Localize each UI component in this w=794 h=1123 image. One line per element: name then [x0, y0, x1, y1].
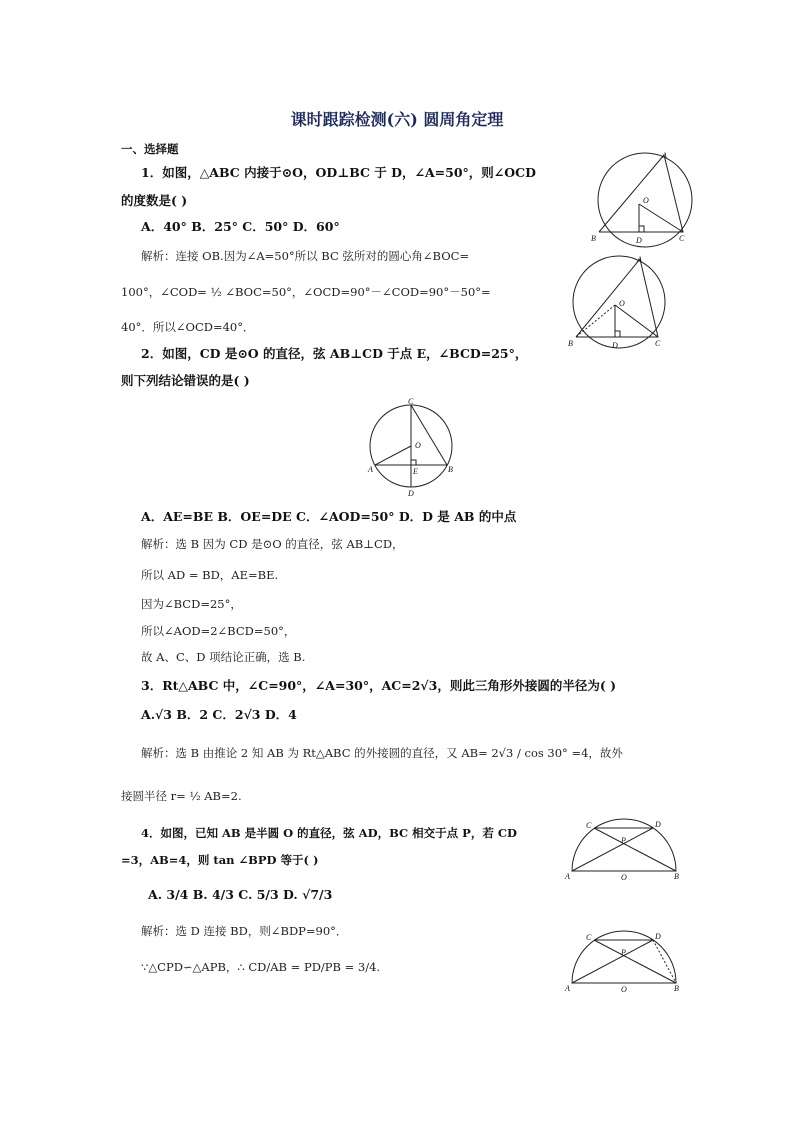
label-c: C	[408, 397, 414, 406]
q2-stem-line1: 2．如图，CD 是⊙O 的直径，弦 AB⊥CD 于点 E，∠BCD=25°，	[141, 346, 528, 361]
label-e: E	[413, 467, 418, 476]
q4-stem-line2: =3，AB=4，则 tan ∠BPD 等于( )	[121, 853, 319, 867]
right-angle-mark	[639, 226, 644, 232]
label-a: A	[662, 151, 667, 160]
q2-solution-line4: 所以∠AOD=2∠BCD=50°，	[141, 624, 296, 638]
chord-bc	[594, 940, 676, 983]
figure-q2-circle	[364, 396, 464, 500]
q1-solution-line3: 40°．所以∠OCD=40°．	[121, 320, 255, 334]
label-d: D	[655, 932, 661, 941]
label-p: P	[621, 948, 626, 957]
label-b: B	[674, 984, 679, 993]
label-o: O	[415, 441, 421, 450]
figure-q4-solution	[562, 928, 686, 996]
label-a: A	[565, 872, 570, 881]
page-title: 课时跟踪检测(六) 圆周角定理	[290, 110, 504, 129]
right-angle-mark	[615, 331, 620, 337]
triangle-abc	[576, 259, 658, 337]
label-c: C	[655, 339, 661, 348]
right-angle-mark	[411, 460, 416, 465]
q1-solution-line2: 100°，∠COD= ½ ∠BOC=50°，∠OCD=90°－∠COD=90°－50°=	[121, 285, 491, 299]
q2-solution-line2: 所以 AD = BD，AE=BE.	[141, 568, 279, 582]
segment-ao	[375, 446, 411, 465]
q4-solution-line2: ∵△CPD∽△APB，∴ CD/AB = PD/PB = 3/4.	[141, 960, 381, 974]
q3-options: A.√3 B．2 C．2√3 D．4	[141, 707, 297, 722]
label-b: B	[448, 465, 453, 474]
q2-solution-line3: 因为∠BCD=25°，	[141, 597, 242, 611]
q3-solution-line2: 接圆半径 r= ½ AB=2.	[121, 789, 242, 803]
label-b: B	[674, 872, 679, 881]
label-c: C	[586, 821, 592, 830]
label-b: B	[591, 234, 596, 243]
label-a: A	[637, 255, 642, 264]
q2-solution-line5: 故 A、C、D 项结论正确，选 B.	[141, 650, 306, 664]
q4-options: A. 3/4 B. 4/3 C. 5/3 D. √7/3	[148, 887, 333, 902]
figure-q4-semicircle	[562, 816, 686, 884]
segment-oc	[639, 204, 683, 232]
label-p: P	[621, 836, 626, 845]
q2-options: A．AE=BE B．OE=DE C．∠AOD=50° D．D 是 AB 的中点	[141, 509, 517, 524]
label-o: O	[621, 985, 627, 994]
label-d: D	[655, 820, 661, 829]
q1-stem-line2: 的度数是( )	[121, 193, 188, 208]
q2-stem-line2: 则下列结论错误的是( )	[121, 373, 250, 388]
segment-ob-dashed	[576, 305, 615, 337]
q1-options: A．40° B．25° C．50° D．60°	[141, 219, 340, 234]
q4-stem-line1: 4．如图，已知 AB 是半圆 O 的直径，弦 AD，BC 相交于点 P，若 CD	[141, 826, 517, 840]
figure-q1-circle	[586, 150, 706, 250]
label-o: O	[621, 873, 627, 882]
chord-bc	[594, 828, 676, 871]
q4-solution-line1: 解析：选 D 连接 BD，则∠BDP=90°．	[141, 924, 348, 938]
label-d: D	[636, 236, 642, 245]
q2-solution-line1: 解析：选 B 因为 CD 是⊙O 的直径，弦 AB⊥CD，	[141, 537, 404, 551]
q3-stem: 3．Rt△ABC 中，∠C=90°，∠A=30°，AC=2√3，则此三角形外接圆的半径为( )	[141, 678, 617, 693]
chord-ad	[572, 940, 653, 983]
label-a: A	[565, 984, 570, 993]
label-b: B	[568, 339, 573, 348]
label-c: C	[679, 234, 685, 243]
label-o: O	[643, 196, 649, 205]
label-o: O	[619, 299, 625, 308]
section-heading: 一、选择题	[121, 142, 179, 156]
q1-solution-line1: 解析：连接 OB.因为∠A=50°所以 BC 弦所对的圆心角∠BOC=	[141, 249, 470, 263]
label-a: A	[368, 465, 373, 474]
label-d: D	[612, 341, 618, 350]
label-c: C	[586, 933, 592, 942]
figure-q1-solution	[562, 254, 682, 354]
label-d: D	[408, 489, 414, 498]
segment-cb	[411, 405, 447, 465]
chord-ad	[572, 828, 653, 871]
q1-stem-line1: 1．如图，△ABC 内接于⊙O，OD⊥BC 于 D，∠A=50°，则∠OCD	[141, 165, 536, 180]
q3-solution-line1: 解析：选 B 由推论 2 知 AB 为 Rt△ABC 的外接圆的直径，又 AB= 2√3 / cos 30° =4，故外	[141, 746, 623, 760]
